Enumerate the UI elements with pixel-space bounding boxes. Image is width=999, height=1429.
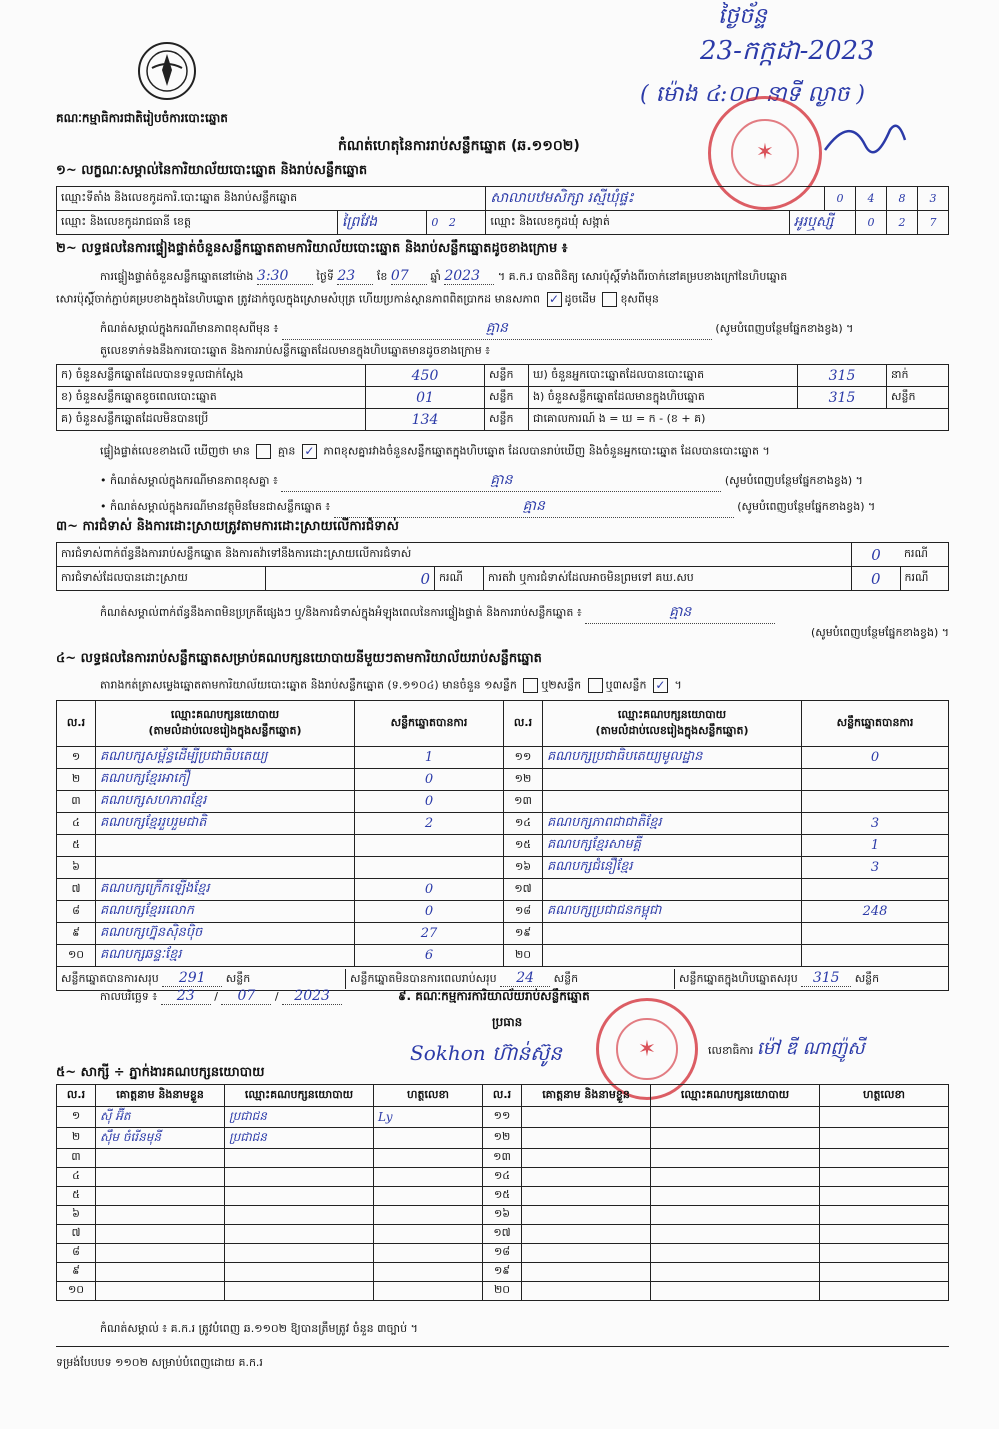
witness-name bbox=[522, 1244, 651, 1263]
section1-table bbox=[56, 186, 949, 235]
secretary-line: លេខាធិការ ម៉ៅ ឌី ណាញ៉ូសី bbox=[708, 1038, 865, 1059]
has-diff-checkbox[interactable] bbox=[256, 444, 271, 459]
result-party bbox=[543, 769, 802, 791]
result-votes: 0 bbox=[802, 747, 949, 769]
witness-name bbox=[522, 1282, 651, 1301]
verification-line: ការផ្ទៀងផ្ទាត់ចំនួនសន្លឹកឆ្នោតនៅម៉ោង 3:30 ថ្ងៃទី 23 ខែ 07 ឆ្នាំ 2023 ។ គ.ក.រ បានពិនិត្យ សោរប៉ុស្តិ៍ទាំងពីរចាក់នៅគម្របខាងក្រៅនៃហិបឆ្នោត bbox=[100, 268, 788, 284]
witness-party bbox=[225, 1149, 374, 1168]
result-votes bbox=[355, 835, 504, 857]
witness-party bbox=[225, 1225, 374, 1244]
result-no: ១០ bbox=[57, 945, 96, 967]
table-row bbox=[57, 813, 949, 835]
result-no: ២ bbox=[57, 769, 96, 791]
witness-name bbox=[522, 1168, 651, 1187]
witness-name: ស៊ី អ៊ីត bbox=[96, 1107, 225, 1128]
witness-sign bbox=[820, 1149, 949, 1168]
result-votes bbox=[802, 945, 949, 967]
result-party bbox=[543, 879, 802, 901]
station-code-4: 3 bbox=[918, 187, 949, 211]
result-no: ៧ bbox=[57, 879, 96, 901]
table-row bbox=[57, 835, 949, 857]
witness-no: ៦ bbox=[57, 1206, 96, 1225]
result-no: ១៧ bbox=[504, 879, 543, 901]
witness-name bbox=[96, 1282, 225, 1301]
witness-party bbox=[225, 1244, 374, 1263]
witness-no: ១៩ bbox=[483, 1263, 522, 1282]
witness-sign bbox=[374, 1187, 483, 1206]
result-party bbox=[96, 835, 355, 857]
table-row bbox=[57, 1187, 949, 1206]
note-line-2: • កំណត់សម្គាល់ក្នុងករណីមានភាពខុសគ្នា ៖ គ្មាន (សូមបំពេញបន្ថែមផ្នែកខាងខ្វង) ។ bbox=[100, 470, 950, 492]
witness-sign bbox=[820, 1263, 949, 1282]
witness-party: ប្រជាជន bbox=[225, 1128, 374, 1149]
handwritten-date: 23-កក្កដា-2023 bbox=[700, 36, 875, 66]
witness-party bbox=[651, 1282, 820, 1301]
result-votes bbox=[802, 791, 949, 813]
same-checkbox[interactable]: ✓ bbox=[547, 292, 562, 307]
witness-party: ប្រជាជន bbox=[225, 1107, 374, 1128]
section1-heading: ១~ លក្ខណៈសម្គាល់នៃការិយាល័យបោះឆ្នោត និងរាប់សន្លឹកឆ្នោត bbox=[56, 163, 368, 178]
table-row bbox=[57, 1128, 949, 1149]
result-votes: 0 bbox=[355, 879, 504, 901]
objection-fill-note: (សូមបំពេញបន្ថែមផ្នែកខាងខ្វង) ។ bbox=[810, 626, 949, 639]
results-table: ល.រ ឈ្មោះគណបក្សនយោបាយ (តាមលំដាប់លេខរៀងក្នុងសន្លឹកឆ្នោត) សន្លឹកឆ្នោតបានការ ល.រ ឈ្មោះគណបក្សនយោបាយ (តាមលំដាប់លេខរៀងក្នុងសន្លឹកឆ្នោត) សន្លឹកឆ្នោតបានការ ១ គណបក្សសម្ព័ន្ធដើម្បីប្រជាធិបតេយ្យ 1 ១១ គណបក្សប្រជាធិបតេយ្យមូលដ្ឋាន 0 ២ គណបក្សខ្មែរអាកឿ 0 ១២ ៣ គណបក្សសហភាពខ្មែរ 0 ១៣ ៤ គណបក្សខ្មែររួបរួមជាតិ 2 ១៤ គណបក្សភាពជាជាតិខ្មែរ 3 ៥ ១៥ គណបក្សខ្មែរសាមគ្គី 1 ៦ ១៦ គណបក្សជំនឿខ្មែរ 3 ៧ គណបក្សក្រើកឡើងខ្មែរ 0 ១៧ ៨ គណបក្សខ្មែររលោក 0 ១៨ គណបក្សប្រជាជនកម្ពុជា 248 ៩ គណបក្សហ្វ៊ុនស៊ិនប៉ិច 27 ១៩ ១០ គណបក្សឆន្ទៈខ្មែរ 6 ២០ សន្លឹកឆ្នោតបានការសរុប 291 សន្លឹក សន្លឹកឆ្នោតមិនបានការពេលរាប់សរុប 24 សន្លឹក សន្លឹកឆ្នោតក្នុងហិបឆ្នោតសរុប 315 សន្លឹក bbox=[56, 700, 949, 991]
commune-code-1: 0 bbox=[856, 211, 887, 235]
nec-logo-icon bbox=[136, 40, 198, 102]
witness-party bbox=[651, 1128, 820, 1149]
witness-no: ៤ bbox=[57, 1168, 96, 1187]
day-value: 23 bbox=[337, 268, 373, 285]
table-row bbox=[57, 923, 949, 945]
witness-name bbox=[522, 1149, 651, 1168]
commune-name: អូរឬស្សី bbox=[789, 211, 855, 235]
result-votes bbox=[802, 769, 949, 791]
witness-no: ១៥ bbox=[483, 1187, 522, 1206]
table-row bbox=[57, 791, 949, 813]
three-sheet-checkbox[interactable]: ✓ bbox=[653, 678, 668, 693]
objection-row1-label: ការជំទាស់ពាក់ព័ន្ធនឹងការរាប់សន្លឹកឆ្នោត និងការតវ៉ាទៅនឹងការដោះស្រាយលើការជំទាស់ bbox=[57, 543, 852, 567]
row-e-label: ង) ចំនួនសន្លឹកឆ្នោតដែលមានក្នុងហិបឆ្នោត bbox=[529, 387, 798, 409]
witness-sign bbox=[374, 1149, 483, 1168]
witness-party bbox=[225, 1282, 374, 1301]
total-valid: សន្លឹកឆ្នោតបានការសរុប 291 សន្លឹក bbox=[57, 969, 346, 989]
result-votes: 6 bbox=[355, 945, 504, 967]
station-code-1: 0 bbox=[825, 187, 856, 211]
row-a-value: 450 bbox=[366, 365, 485, 387]
witness-name bbox=[96, 1225, 225, 1244]
no-diff-checkbox[interactable]: ✓ bbox=[302, 444, 317, 459]
witness-party bbox=[225, 1187, 374, 1206]
signature-top bbox=[820, 110, 910, 170]
objection-note: កំណត់សម្គាល់ពាក់ព័ន្ធនឹងភាពមិនប្រក្រតីផ្សេងៗ ឬ/និងការជំទាស់ក្នុងអំឡុងពេលនៃការផ្ទៀងផ្ទាត់ និងការរាប់សន្លឹកឆ្នោត ៖ គ្មាន bbox=[100, 602, 950, 624]
witness-no: ១១ bbox=[483, 1107, 522, 1128]
month-value: 07 bbox=[391, 268, 427, 285]
witness-name bbox=[96, 1206, 225, 1225]
row-a-label: ក) ចំនួនសន្លឹកឆ្នោតដែលបានទទួលជាក់ស្តែង bbox=[57, 365, 366, 387]
section4-heading: ៤~ លទ្ធផលនៃការរាប់សន្លឹកឆ្នោតសម្រាប់គណបក្សនយោបាយនីមួយៗតាមការិយាល័យរាប់សន្លឹកឆ្នោត bbox=[56, 651, 542, 666]
note-line-3: • កំណត់សម្គាល់ក្នុងករណីមានវត្ថុមិនមែនជាសន្លឹកឆ្នោត ៖ គ្មាន (សូមបំពេញបន្ថែមផ្នែកខាងខ្វង) ។ bbox=[100, 496, 950, 518]
result-party: គណបក្សសហភាពខ្មែរ bbox=[96, 791, 355, 813]
result-votes: 248 bbox=[802, 901, 949, 923]
section2-heading: ២~ លទ្ធផលនៃការផ្ទៀងផ្ទាត់ចំនួនសន្លឹកឆ្នោតតាមការិយាល័យបោះឆ្នោត និងរាប់សន្លឹកឆ្នោតដូចខាងក្រោម ៖ bbox=[56, 241, 568, 256]
witness-name bbox=[522, 1128, 651, 1149]
commune-code-3: 7 bbox=[918, 211, 949, 235]
handwritten-day: ថ្ងៃច័ន្ទ bbox=[718, 4, 767, 29]
result-party bbox=[543, 923, 802, 945]
result-no: ៩ bbox=[57, 923, 96, 945]
result-votes: 1 bbox=[355, 747, 504, 769]
result-party: គណបក្សប្រជាធិបតេយ្យមូលដ្ឋាន bbox=[543, 747, 802, 769]
result-votes: 0 bbox=[355, 769, 504, 791]
table-row bbox=[57, 1244, 949, 1263]
table-row bbox=[57, 945, 949, 967]
result-no: ៨ bbox=[57, 901, 96, 923]
result-no: ១៨ bbox=[504, 901, 543, 923]
table-row bbox=[57, 769, 949, 791]
figures-intro: តួលេខទាក់ទងនឹងការបោះឆ្នោត និងការរាប់សន្លឹកឆ្នោតដែលមានក្នុងហិបឆ្នោតមានដូចខាងក្រោម ៖ bbox=[100, 344, 491, 357]
witness-name bbox=[522, 1206, 651, 1225]
footer-note: កំណត់សម្គាល់ ៖ គ.ក.រ ត្រូវបំពេញ ឆ.១១០២ ឱ្យបានត្រឹមត្រូវ ចំនួន ៣ច្បាប់ ។ bbox=[100, 1322, 418, 1335]
witness-party bbox=[651, 1149, 820, 1168]
seal-status-line: សោរប៉ុស្តិ៍ចាក់ភ្ជាប់គម្របខាងក្នុងនៃហិបឆ្នោត ត្រូវដាក់ចូលក្នុងស្រោមសំបុត្រ ហើយប្រកាន់ស្ថានភាពពិតប្រាកដ មានសភាព ✓ ដូចដើម ខុសពីមុន bbox=[56, 292, 659, 306]
result-party bbox=[543, 791, 802, 813]
objection-row3-value: 0 bbox=[852, 567, 901, 591]
result-no: ១៣ bbox=[504, 791, 543, 813]
handwritten-time: ( ម៉ោង ៤:០០ នាទី ល្ងាច ) bbox=[640, 82, 865, 107]
witness-party bbox=[651, 1244, 820, 1263]
station-code-2: 4 bbox=[856, 187, 887, 211]
row-e-value: 315 bbox=[798, 387, 887, 409]
result-party bbox=[96, 857, 355, 879]
witness-name bbox=[96, 1263, 225, 1282]
result-votes bbox=[802, 879, 949, 901]
result-no: ១៦ bbox=[504, 857, 543, 879]
witness-party bbox=[225, 1206, 374, 1225]
witness-name bbox=[96, 1187, 225, 1206]
witness-sign bbox=[820, 1282, 949, 1301]
result-no: ៦ bbox=[57, 857, 96, 879]
table-row bbox=[57, 1263, 949, 1282]
note-line-1: កំណត់សម្គាល់ក្នុងករណីមានភាពខុសពីមុន ៖ គ្មាន (សូមបំពេញបន្ថែមផ្នែកខាងខ្វង) ។ bbox=[100, 318, 950, 340]
time-value: 3:30 bbox=[257, 268, 313, 285]
witness-no: ២០ bbox=[483, 1282, 522, 1301]
row-d-label: ឃ) ចំនួនអ្នកបោះឆ្នោតដែលបានបោះឆ្នោត bbox=[529, 365, 798, 387]
table-row bbox=[57, 1107, 949, 1128]
result-party: គណបក្សភាពជាជាតិខ្មែរ bbox=[543, 813, 802, 835]
result-votes bbox=[355, 857, 504, 879]
witness-party bbox=[651, 1168, 820, 1187]
figures-table: ក) ចំនួនសន្លឹកឆ្នោតដែលបានទទួលជាក់ស្តែង 450 សន្លឹក ឃ) ចំនួនអ្នកបោះឆ្នោតដែលបានបោះឆ្នោត 315 នាក់ ខ) ចំនួនសន្លឹកឆ្នោតខូចពេលបោះឆ្នោត 01 សន្លឹក ង) ចំនួនសន្លឹកឆ្នោតដែលមានក្នុងហិបឆ្នោត 315 សន្លឹក គ) ចំនួនសន្លឹកឆ្នោតដែលមិនបានប្រើ 134 សន្លឹក ជាគោលការណ៍ ង = ឃ = ក - (ខ + គ) bbox=[56, 364, 949, 431]
witness-sign bbox=[820, 1206, 949, 1225]
result-no: ១៤ bbox=[504, 813, 543, 835]
form-title: កំណត់ហេតុនៃការរាប់សន្លឹកឆ្នោត (ឆ.១១០២) bbox=[338, 138, 580, 154]
objection-row2-value: 0 bbox=[266, 567, 435, 591]
province-code: 0 2 bbox=[427, 211, 486, 235]
witness-sign bbox=[820, 1128, 949, 1149]
result-no: ៤ bbox=[57, 813, 96, 835]
witness-party bbox=[225, 1263, 374, 1282]
objection-row2-label: ការជំទាស់ដែលបានដោះស្រាយ bbox=[57, 567, 266, 591]
station-name: សាលាបឋមសិក្សា រស្មីឃុំផ្ទះ bbox=[486, 187, 825, 211]
result-no: ១៩ bbox=[504, 923, 543, 945]
witness-name bbox=[96, 1149, 225, 1168]
result-party: គណបក្សហ្វ៊ុនស៊ិនប៉ិច bbox=[96, 923, 355, 945]
section3-heading: ៣~ ការជំទាស់ និងការដោះស្រាយត្រូវតាមការដោះស្រាយលើការជំទាស់ bbox=[56, 519, 399, 534]
chair-label: ប្រធាន bbox=[492, 1015, 523, 1029]
witness-no: ១៦ bbox=[483, 1206, 522, 1225]
witness-sign bbox=[820, 1168, 949, 1187]
table-row bbox=[57, 879, 949, 901]
chair-signature: Sokhon ហ៊ាន់ស៊ូន bbox=[410, 1041, 562, 1065]
witness-name: ស៊ឹម ចំរើនមុនី bbox=[96, 1128, 225, 1149]
objection-row3-label: ការតវ៉ា ឬការជំទាស់ដែលអាចមិនព្រមទៅ គឃ.សប bbox=[484, 567, 852, 591]
witness-name bbox=[522, 1263, 651, 1282]
result-no: ១១ bbox=[504, 747, 543, 769]
result-party bbox=[543, 945, 802, 967]
witness-no: ១២ bbox=[483, 1128, 522, 1149]
total-invalid: សន្លឹកឆ្នោតមិនបានការពេលរាប់សរុប 24 សន្លឹក bbox=[346, 969, 675, 989]
witness-name bbox=[522, 1187, 651, 1206]
witness-sign bbox=[374, 1128, 483, 1149]
commune-label: ឈ្មោះ និងលេខកូដឃុំ សង្កាត់ bbox=[486, 211, 789, 235]
witness-sign bbox=[820, 1225, 949, 1244]
section5-heading: ៥~ សាក្សី ÷ ភ្នាក់ងារគណបក្សនយោបាយ bbox=[56, 1065, 265, 1080]
result-votes: 2 bbox=[355, 813, 504, 835]
witness-party bbox=[651, 1263, 820, 1282]
result-votes bbox=[802, 923, 949, 945]
table-row bbox=[57, 1225, 949, 1244]
witness-sign bbox=[374, 1263, 483, 1282]
witness-sign bbox=[820, 1244, 949, 1263]
two-sheet-checkbox[interactable] bbox=[588, 678, 603, 693]
row-c-value: 134 bbox=[366, 409, 485, 431]
objection-row1-value: 0 bbox=[852, 543, 901, 567]
witness-party bbox=[651, 1206, 820, 1225]
station-code-3: 8 bbox=[887, 187, 918, 211]
result-party: គណបក្សជំនឿខ្មែរ bbox=[543, 857, 802, 879]
result-votes: 0 bbox=[355, 901, 504, 923]
table-row bbox=[57, 857, 949, 879]
table-row bbox=[57, 1168, 949, 1187]
result-votes: 0 bbox=[355, 791, 504, 813]
result-votes: 27 bbox=[355, 923, 504, 945]
witness-party bbox=[651, 1107, 820, 1128]
province-name: ព្រៃវែង bbox=[337, 211, 426, 235]
witness-no: ១៤ bbox=[483, 1168, 522, 1187]
result-party: គណបក្សខ្មែររលោក bbox=[96, 901, 355, 923]
diff-checkbox[interactable] bbox=[602, 292, 617, 307]
witness-no: ១៧ bbox=[483, 1225, 522, 1244]
witness-no: ១៣ bbox=[483, 1149, 522, 1168]
witness-sign: Ly bbox=[374, 1107, 483, 1128]
discrepancy-line: ផ្ទៀងផ្ទាត់លេខខាងលើ ឃើញថា មាន គ្មាន ✓ ភាពខុសគ្នារវាងចំនួនសន្លឹកឆ្នោតក្នុងហិបឆ្នោត ដែលបានរាប់ឃើញ និងចំនួនអ្នកបោះឆ្នោត ដែលបានបោះឆ្នោត ។ bbox=[100, 444, 770, 458]
date-line: កាលបរិច្ឆេទ ៖ 23 / 07 / 2023 bbox=[100, 988, 342, 1006]
witness-name bbox=[522, 1225, 651, 1244]
sheets-line: តារាងកត់ត្រាសម្លេងឆ្នោតតាមការិយាល័យបោះឆ្នោត និងរាប់សន្លឹកឆ្នោត (ទ.១១០៤) មានចំនួន ១សន្លឹក ឬ២សន្លឹក ឬ៣សន្លឹក ✓ ។ bbox=[100, 678, 682, 692]
table-row bbox=[57, 901, 949, 923]
result-party: គណបក្សខ្មែរសាមគ្គី bbox=[543, 835, 802, 857]
result-party: គណបក្សប្រជាជនកម្ពុជា bbox=[543, 901, 802, 923]
row-c-label: គ) ចំនួនសន្លឹកឆ្នោតដែលមិនបានប្រើ bbox=[57, 409, 366, 431]
witness-sign bbox=[374, 1225, 483, 1244]
result-votes: 3 bbox=[802, 857, 949, 879]
row-b-value: 01 bbox=[366, 387, 485, 409]
form-footer: ទម្រង់បែបបទ ១១០២ សម្រាប់បំពេញដោយ គ.ក.រ bbox=[56, 1356, 263, 1369]
witness-no: ៩ bbox=[57, 1263, 96, 1282]
official-stamp-top: ✶ bbox=[708, 96, 822, 210]
witness-no: ៣ bbox=[57, 1149, 96, 1168]
row-d-value: 315 bbox=[798, 365, 887, 387]
formula: ជាគោលការណ៍ ង = ឃ = ក - (ខ + គ) bbox=[529, 409, 949, 431]
result-party: គណបក្សក្រើកឡើងខ្មែរ bbox=[96, 879, 355, 901]
result-no: ៣ bbox=[57, 791, 96, 813]
witness-sign bbox=[820, 1187, 949, 1206]
table-row bbox=[57, 747, 949, 769]
result-no: ១ bbox=[57, 747, 96, 769]
commission-name: គណៈកម្មាធិការជាតិរៀបចំការបោះឆ្នោត bbox=[56, 111, 228, 125]
witness-no: ៥ bbox=[57, 1187, 96, 1206]
commune-code-2: 2 bbox=[887, 211, 918, 235]
witness-table: ល.រ គោត្តនាម និងនាមខ្លួន ឈ្មោះគណបក្សនយោបាយ ហត្ថលេខា ល.រ គោត្តនាម និងនាមខ្លួន ឈ្មោះគណបក្សនយោបាយ ហត្ថលេខា ១ ស៊ី អ៊ីត ប្រជាជន Ly ១១ ២ ស៊ឹម ចំរើនមុនី ប្រជាជន ១២ ៣ ១៣ ៤ ១៤ ៥ ១៥ ៦ ១៦ ៧ ១៧ ៨ ១៨ ៩ ១៩ ១០ ២០ bbox=[56, 1084, 949, 1301]
witness-name bbox=[96, 1168, 225, 1187]
result-no: ៥ bbox=[57, 835, 96, 857]
result-votes: 3 bbox=[802, 813, 949, 835]
year-value: 2023 bbox=[444, 268, 494, 285]
witness-name bbox=[96, 1244, 225, 1263]
witness-party bbox=[651, 1225, 820, 1244]
official-stamp-bottom: ✶ bbox=[596, 998, 698, 1100]
commission-label: ៩. គណៈកម្មការការិយាល័យរាប់សន្លឹកឆ្នោត bbox=[398, 989, 590, 1003]
result-party: គណបក្សសម្ព័ន្ធដើម្បីប្រជាធិបតេយ្យ bbox=[96, 747, 355, 769]
result-votes: 1 bbox=[802, 835, 949, 857]
witness-no: ១ bbox=[57, 1107, 96, 1128]
witness-sign bbox=[374, 1168, 483, 1187]
witness-no: ៧ bbox=[57, 1225, 96, 1244]
witness-party bbox=[225, 1168, 374, 1187]
witness-sign bbox=[374, 1206, 483, 1225]
footer-divider bbox=[56, 1346, 949, 1347]
witness-no: ១០ bbox=[57, 1282, 96, 1301]
result-party: គណបក្សខ្មែរអាកឿ bbox=[96, 769, 355, 791]
witness-sign bbox=[374, 1282, 483, 1301]
table-row bbox=[57, 1149, 949, 1168]
witness-party bbox=[651, 1187, 820, 1206]
witness-no: ២ bbox=[57, 1128, 96, 1149]
result-no: ១៥ bbox=[504, 835, 543, 857]
table-row bbox=[57, 1282, 949, 1301]
row-b-label: ខ) ចំនួនសន្លឹកឆ្នោតខូចពេលបោះឆ្នោត bbox=[57, 387, 366, 409]
objections-table: ការជំទាស់ពាក់ព័ន្ធនឹងការរាប់សន្លឹកឆ្នោត និងការតវ៉ាទៅនឹងការដោះស្រាយលើការជំទាស់ 0 ករណី ការជំទាស់ដែលបានដោះស្រាយ 0 ករណី ការតវ៉ា ឬការជំទាស់ដែលអាចមិនព្រមទៅ គឃ.សប 0 ករណី bbox=[56, 542, 949, 591]
result-party: គណបក្សឆន្ទៈខ្មែរ bbox=[96, 945, 355, 967]
witness-sign bbox=[820, 1107, 949, 1128]
result-no: ២០ bbox=[504, 945, 543, 967]
total-box: សន្លឹកឆ្នោតក្នុងហិបឆ្នោតសរុប 315 សន្លឹក bbox=[679, 969, 880, 986]
witness-no: ១៨ bbox=[483, 1244, 522, 1263]
result-party: គណបក្សខ្មែររួបរួមជាតិ bbox=[96, 813, 355, 835]
table-row bbox=[57, 1206, 949, 1225]
result-no: ១២ bbox=[504, 769, 543, 791]
witness-no: ៨ bbox=[57, 1244, 96, 1263]
witness-name bbox=[522, 1107, 651, 1128]
province-label: ឈ្មោះ និងលេខកូដរាជធានី ខេត្ត bbox=[57, 211, 338, 235]
station-label: ឈ្មោះទីតាំង និងលេខកូដការិ.បោះឆ្នោត និងរាប់សន្លឹកឆ្នោត bbox=[57, 187, 486, 211]
one-sheet-checkbox[interactable] bbox=[523, 678, 538, 693]
witness-sign bbox=[374, 1244, 483, 1263]
